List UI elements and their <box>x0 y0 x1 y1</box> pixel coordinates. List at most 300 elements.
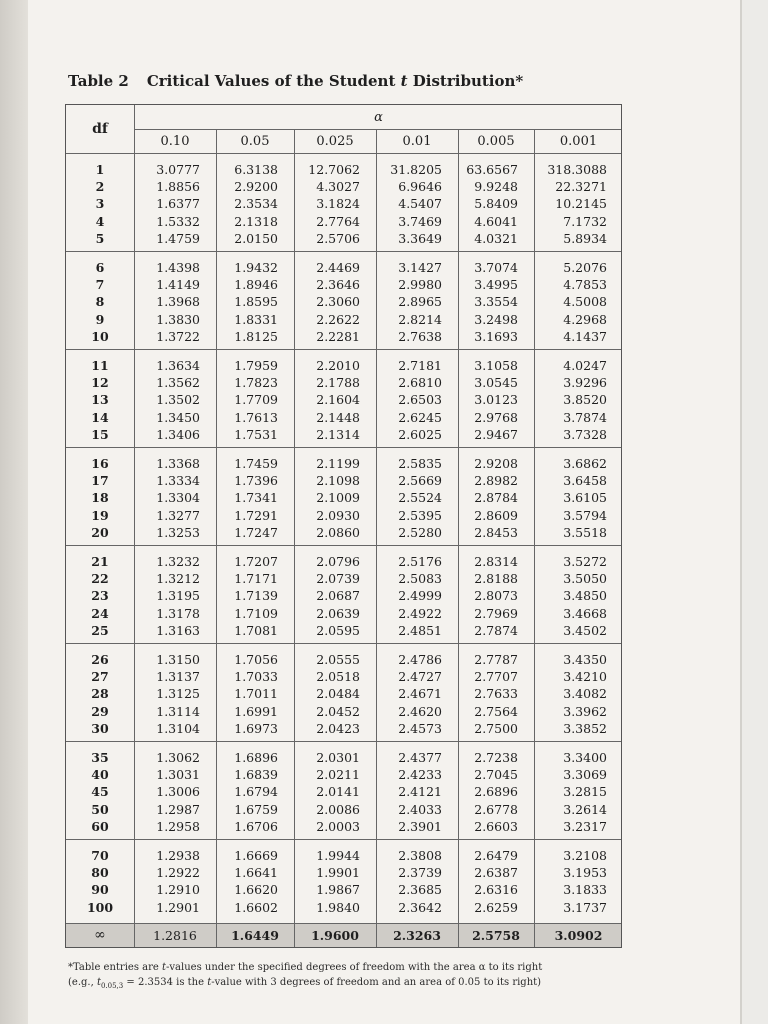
alpha-header: α <box>374 109 383 125</box>
critical-value: 4.2968 <box>563 311 607 327</box>
critical-value: 1.3406 <box>156 426 200 442</box>
critical-value: 3.2108 <box>563 848 607 863</box>
infinity-row <box>66 923 621 947</box>
critical-value-column <box>216 847 278 916</box>
critical-value: 3.5050 <box>563 571 607 587</box>
critical-value: 2.1098 <box>316 473 360 489</box>
df-value: 13 <box>91 392 109 408</box>
critical-value: 3.4995 <box>474 277 518 293</box>
df-value: 23 <box>91 588 109 604</box>
page-left-shadow <box>0 0 28 1024</box>
critical-value: 2.0595 <box>316 622 360 638</box>
critical-value: 1.3232 <box>156 554 200 569</box>
infinity-critical-value: 2.3263 <box>393 927 441 943</box>
df-value: 90 <box>91 882 109 898</box>
column-divider <box>134 105 135 947</box>
critical-value: 3.4210 <box>563 669 607 685</box>
title-text-end: Distribution* <box>407 72 524 90</box>
critical-value: 1.7011 <box>234 686 278 702</box>
df-column <box>66 455 134 541</box>
df-value: 21 <box>91 554 109 569</box>
critical-value: 2.4999 <box>398 588 442 604</box>
critical-value: 2.0484 <box>316 686 360 702</box>
critical-value: 1.7396 <box>234 473 278 489</box>
alpha-level-header: 0.005 <box>477 133 515 149</box>
df-value: 16 <box>91 456 109 471</box>
group-divider <box>66 643 621 644</box>
critical-value-column <box>216 161 278 247</box>
critical-value: 1.6641 <box>234 865 278 881</box>
critical-value: 2.3534 <box>234 196 278 212</box>
critical-value: 1.7109 <box>234 605 278 621</box>
critical-value: 2.7181 <box>398 358 442 373</box>
critical-value: 3.2614 <box>563 801 607 817</box>
df-group <box>66 839 621 923</box>
footnote-text: -values under the specified degrees of freedom with the area α to its right <box>166 962 543 973</box>
critical-value-column <box>534 553 607 639</box>
critical-value: 7.1732 <box>563 213 607 229</box>
critical-value-column <box>294 161 360 247</box>
critical-value: 2.3060 <box>316 294 360 310</box>
critical-value: 2.4377 <box>398 750 442 765</box>
critical-value: 1.3104 <box>156 720 200 736</box>
alpha-divider <box>134 129 621 130</box>
critical-value: 3.4350 <box>563 652 607 667</box>
critical-value: 2.1318 <box>234 213 278 229</box>
footnote-line-1 <box>68 960 608 975</box>
critical-value: 63.6567 <box>466 162 518 177</box>
critical-value: 4.6041 <box>474 213 518 229</box>
critical-value-column <box>376 847 442 916</box>
critical-value: 2.3901 <box>398 818 442 834</box>
group-divider <box>66 839 621 840</box>
critical-value: 2.7764 <box>316 213 360 229</box>
critical-value-column <box>458 651 518 737</box>
critical-value: 2.4469 <box>316 260 360 275</box>
critical-value: 1.6620 <box>234 882 278 898</box>
critical-value-column <box>534 749 607 835</box>
critical-value: 2.9768 <box>474 409 518 425</box>
critical-value-column <box>458 749 518 835</box>
title-t-symbol: t <box>400 72 408 90</box>
critical-value: 2.8314 <box>474 554 518 569</box>
alpha-level-header: 0.10 <box>160 133 190 149</box>
critical-value: 3.1058 <box>474 358 518 373</box>
df-value: 18 <box>91 490 109 506</box>
group-divider <box>66 251 621 252</box>
critical-value-column <box>458 553 518 639</box>
critical-value: 2.9467 <box>474 426 518 442</box>
df-value: 24 <box>91 605 109 621</box>
critical-value: 1.3277 <box>156 507 200 523</box>
critical-value: 2.5706 <box>316 230 360 246</box>
df-column <box>66 161 134 247</box>
critical-value-column <box>376 749 442 835</box>
critical-value-column <box>376 259 442 345</box>
critical-value: 2.1448 <box>316 409 360 425</box>
critical-value-column <box>134 749 200 835</box>
critical-value: 2.8609 <box>474 507 518 523</box>
critical-value: 1.7139 <box>234 588 278 604</box>
critical-value-column <box>534 651 607 737</box>
df-value: 17 <box>91 473 109 489</box>
df-column <box>66 553 134 639</box>
critical-value: 2.9200 <box>234 179 278 195</box>
critical-value: 3.6105 <box>563 490 607 506</box>
critical-value-column <box>458 847 518 916</box>
df-value: 80 <box>91 865 109 881</box>
critical-value: 2.6778 <box>474 801 518 817</box>
critical-value: 318.3088 <box>547 162 607 177</box>
critical-value-column <box>458 357 518 443</box>
critical-value: 2.4671 <box>398 686 442 702</box>
critical-value: 2.0003 <box>316 818 360 834</box>
df-group <box>66 349 621 447</box>
critical-value: 2.1314 <box>316 426 360 442</box>
critical-value-column <box>534 847 607 916</box>
critical-value: 2.0639 <box>316 605 360 621</box>
critical-value: 3.7874 <box>563 409 607 425</box>
critical-value: 3.0545 <box>474 375 518 391</box>
critical-value: 2.8965 <box>398 294 442 310</box>
critical-value-column <box>216 455 278 541</box>
critical-value-column <box>294 749 360 835</box>
critical-value: 3.9296 <box>563 375 607 391</box>
critical-value: 1.3562 <box>156 375 200 391</box>
critical-value: 2.9208 <box>474 456 518 471</box>
df-value: 70 <box>91 848 109 863</box>
critical-value: 2.8073 <box>474 588 518 604</box>
critical-value: 1.3450 <box>156 409 200 425</box>
df-value: 45 <box>91 784 109 800</box>
critical-value: 2.4233 <box>398 767 442 783</box>
critical-value-column <box>534 161 607 247</box>
group-divider <box>66 923 621 924</box>
critical-value: 3.7469 <box>398 213 442 229</box>
table-title <box>68 72 523 90</box>
critical-value: 5.8934 <box>563 230 607 246</box>
group-divider <box>66 741 621 742</box>
critical-value-column <box>216 651 278 737</box>
df-value: 50 <box>91 801 109 817</box>
critical-value: 12.7062 <box>308 162 360 177</box>
df-header: df <box>92 121 108 137</box>
critical-value: 1.6602 <box>234 899 278 915</box>
critical-value: 2.0796 <box>316 554 360 569</box>
critical-value: 2.0860 <box>316 524 360 540</box>
critical-value: 2.4922 <box>398 605 442 621</box>
critical-value: 1.9944 <box>316 848 360 863</box>
critical-value: 1.9867 <box>316 882 360 898</box>
critical-value: 22.3271 <box>555 179 607 195</box>
critical-value: 3.1833 <box>563 882 607 898</box>
critical-value: 4.0321 <box>474 230 518 246</box>
critical-value: 2.9980 <box>398 277 442 293</box>
df-value: 28 <box>91 686 109 702</box>
footnote <box>68 960 608 994</box>
critical-value: 2.2281 <box>316 328 360 344</box>
critical-value: 1.3502 <box>156 392 200 408</box>
critical-value: 3.5794 <box>563 507 607 523</box>
critical-value: 1.3368 <box>156 456 200 471</box>
critical-value: 2.4851 <box>398 622 442 638</box>
critical-value-column <box>134 847 200 916</box>
critical-value: 1.3212 <box>156 571 200 587</box>
df-value: 7 <box>95 277 105 293</box>
critical-value: 1.8856 <box>156 179 200 195</box>
critical-value-column <box>294 259 360 345</box>
critical-value: 1.8125 <box>234 328 278 344</box>
df-value: 60 <box>91 818 109 834</box>
critical-value: 1.3163 <box>156 622 200 638</box>
critical-value: 2.5280 <box>398 524 442 540</box>
critical-value: 3.3400 <box>563 750 607 765</box>
critical-value: 1.6839 <box>234 767 278 783</box>
df-value: 10 <box>91 328 109 344</box>
infinity-critical-value: 1.2816 <box>153 927 197 943</box>
t-distribution-table <box>65 104 622 948</box>
critical-value: 2.5835 <box>398 456 442 471</box>
critical-value: 2.8214 <box>398 311 442 327</box>
critical-value: 2.6810 <box>398 375 442 391</box>
critical-value: 4.1437 <box>563 328 607 344</box>
df-value: 100 <box>86 899 114 915</box>
df-value: 1 <box>95 162 105 177</box>
critical-value: 1.6377 <box>156 196 200 212</box>
critical-value-column <box>216 553 278 639</box>
critical-value: 2.5669 <box>398 473 442 489</box>
critical-value: 2.6245 <box>398 409 442 425</box>
critical-value-column <box>294 455 360 541</box>
critical-value: 2.7707 <box>474 669 518 685</box>
critical-value: 2.3685 <box>398 882 442 898</box>
footnote-subscript: 0.05,3 <box>100 982 124 990</box>
critical-value: 2.0518 <box>316 669 360 685</box>
critical-value: 1.6973 <box>234 720 278 736</box>
critical-value: 2.5176 <box>398 554 442 569</box>
footnote-line-2 <box>68 975 608 994</box>
critical-value: 1.8595 <box>234 294 278 310</box>
df-group <box>66 447 621 545</box>
df-value: 19 <box>91 507 109 523</box>
critical-value: 2.1009 <box>316 490 360 506</box>
critical-value: 1.3304 <box>156 490 200 506</box>
critical-value: 3.5272 <box>563 554 607 569</box>
critical-value: 1.3634 <box>156 358 200 373</box>
df-value: 29 <box>91 703 109 719</box>
critical-value: 1.2922 <box>156 865 200 881</box>
df-column <box>66 357 134 443</box>
group-divider <box>66 349 621 350</box>
critical-value: 1.7709 <box>234 392 278 408</box>
footnote-text: (e.g., <box>68 977 97 988</box>
critical-value: 1.7207 <box>234 554 278 569</box>
footnote-t-symbol: t <box>161 962 167 973</box>
critical-value-column <box>216 259 278 345</box>
critical-value: 3.2317 <box>563 818 607 834</box>
infinity-critical-value: 1.9600 <box>311 927 359 943</box>
title-text: Critical Values of the Student <box>146 72 401 90</box>
footnote-t-symbol: t <box>96 977 101 988</box>
critical-value: 3.4668 <box>563 605 607 621</box>
critical-value: 1.7247 <box>234 524 278 540</box>
critical-value: 4.3027 <box>316 179 360 195</box>
critical-value: 2.5395 <box>398 507 442 523</box>
critical-value: 1.3178 <box>156 605 200 621</box>
df-group <box>66 251 621 349</box>
alpha-level-header: 0.025 <box>316 133 354 149</box>
critical-value: 2.3808 <box>398 848 442 863</box>
critical-value: 2.4620 <box>398 703 442 719</box>
df-value: 12 <box>91 375 109 391</box>
critical-value: 2.8453 <box>474 524 518 540</box>
critical-value: 1.3830 <box>156 311 200 327</box>
critical-value: 2.4727 <box>398 669 442 685</box>
infinity-critical-value: 1.6449 <box>231 927 279 943</box>
critical-value: 6.3138 <box>234 162 278 177</box>
critical-value: 2.0423 <box>316 720 360 736</box>
critical-value: 4.5407 <box>398 196 442 212</box>
critical-value: 1.7959 <box>234 358 278 373</box>
critical-value: 2.8188 <box>474 571 518 587</box>
critical-value-column <box>294 553 360 639</box>
critical-value: 2.4786 <box>398 652 442 667</box>
critical-value: 4.7853 <box>563 277 607 293</box>
critical-value: 1.7341 <box>234 490 278 506</box>
critical-value: 2.3739 <box>398 865 442 881</box>
critical-value: 1.6794 <box>234 784 278 800</box>
critical-value: 1.7056 <box>234 652 278 667</box>
critical-value: 2.2010 <box>316 358 360 373</box>
table-number: Table 2 <box>68 72 129 90</box>
critical-value: 2.7969 <box>474 605 518 621</box>
critical-value: 2.0150 <box>234 230 278 246</box>
critical-value: 1.8331 <box>234 311 278 327</box>
df-value: 35 <box>91 750 109 765</box>
critical-value: 31.8205 <box>390 162 442 177</box>
critical-value: 2.3642 <box>398 899 442 915</box>
critical-value-column <box>376 455 442 541</box>
critical-value: 1.3125 <box>156 686 200 702</box>
critical-value: 1.7081 <box>234 622 278 638</box>
critical-value: 1.6991 <box>234 703 278 719</box>
critical-value: 1.7613 <box>234 409 278 425</box>
critical-value: 1.7033 <box>234 669 278 685</box>
df-value: 40 <box>91 767 109 783</box>
critical-value: 2.4033 <box>398 801 442 817</box>
critical-value: 1.5332 <box>156 213 200 229</box>
critical-value: 3.3649 <box>398 230 442 246</box>
critical-value: 1.7459 <box>234 456 278 471</box>
df-value: 5 <box>95 230 105 246</box>
alpha-level-header: 0.01 <box>402 133 432 149</box>
critical-value: 1.3114 <box>156 703 200 719</box>
df-group <box>66 643 621 741</box>
critical-value: 2.3646 <box>316 277 360 293</box>
df-value: 8 <box>95 294 105 310</box>
critical-value: 1.3968 <box>156 294 200 310</box>
df-value: 25 <box>91 622 109 638</box>
df-value: 11 <box>91 358 109 373</box>
critical-value: 1.9432 <box>234 260 278 275</box>
critical-value: 2.6896 <box>474 784 518 800</box>
critical-value: 3.0123 <box>474 392 518 408</box>
critical-value: 2.4121 <box>398 784 442 800</box>
critical-value: 2.7874 <box>474 622 518 638</box>
critical-value: 1.3722 <box>156 328 200 344</box>
critical-value: 3.2815 <box>563 784 607 800</box>
critical-value: 2.0141 <box>316 784 360 800</box>
critical-value: 2.6025 <box>398 426 442 442</box>
critical-value-column <box>216 749 278 835</box>
critical-value: 2.8784 <box>474 490 518 506</box>
critical-value: 1.3137 <box>156 669 200 685</box>
infinity-critical-value: 2.5758 <box>472 927 520 943</box>
critical-value: 1.7171 <box>234 571 278 587</box>
critical-value: 2.7787 <box>474 652 518 667</box>
critical-value: 1.6706 <box>234 818 278 834</box>
critical-value: 2.7633 <box>474 686 518 702</box>
page-right-edge <box>740 0 768 1024</box>
critical-value: 3.5518 <box>563 524 607 540</box>
critical-value: 1.2938 <box>156 848 200 863</box>
critical-value: 3.1824 <box>316 196 360 212</box>
df-value: 26 <box>91 652 109 667</box>
critical-value: 1.2987 <box>156 801 200 817</box>
critical-value-column <box>458 161 518 247</box>
critical-value: 2.0687 <box>316 588 360 604</box>
df-value: 27 <box>91 669 109 685</box>
df-column <box>66 259 134 345</box>
critical-value-column <box>458 259 518 345</box>
df-group <box>66 741 621 839</box>
critical-value: 3.7074 <box>474 260 518 275</box>
df-value: 3 <box>95 196 105 212</box>
critical-value: 1.9901 <box>316 865 360 881</box>
critical-value: 3.3852 <box>563 720 607 736</box>
footnote-t-symbol: t <box>207 977 212 988</box>
critical-value: 2.6259 <box>474 899 518 915</box>
df-value: 20 <box>91 524 109 540</box>
critical-value: 1.3195 <box>156 588 200 604</box>
critical-value: 4.5008 <box>563 294 607 310</box>
critical-value: 2.5524 <box>398 490 442 506</box>
footnote-text: -value with 3 degrees of freedom and an area of 0.05 to its right) <box>211 977 542 988</box>
critical-value: 2.7500 <box>474 720 518 736</box>
critical-value-column <box>134 553 200 639</box>
critical-value-column <box>294 651 360 737</box>
critical-value-column <box>534 357 607 443</box>
critical-value: 2.7638 <box>398 328 442 344</box>
df-column <box>66 651 134 737</box>
critical-value: 1.3253 <box>156 524 200 540</box>
critical-value: 3.3069 <box>563 767 607 783</box>
critical-value: 2.1788 <box>316 375 360 391</box>
critical-value: 2.6603 <box>474 818 518 834</box>
critical-value: 2.6387 <box>474 865 518 881</box>
critical-value: 1.2901 <box>156 899 200 915</box>
critical-value: 3.7328 <box>563 426 607 442</box>
critical-value: 1.2958 <box>156 818 200 834</box>
critical-value: 1.2910 <box>156 882 200 898</box>
critical-value-column <box>534 455 607 541</box>
df-group <box>66 153 621 251</box>
critical-value-column <box>376 357 442 443</box>
df-value: 14 <box>91 409 109 425</box>
critical-value: 2.1604 <box>316 392 360 408</box>
critical-value: 1.8946 <box>234 277 278 293</box>
critical-value-column <box>134 161 200 247</box>
